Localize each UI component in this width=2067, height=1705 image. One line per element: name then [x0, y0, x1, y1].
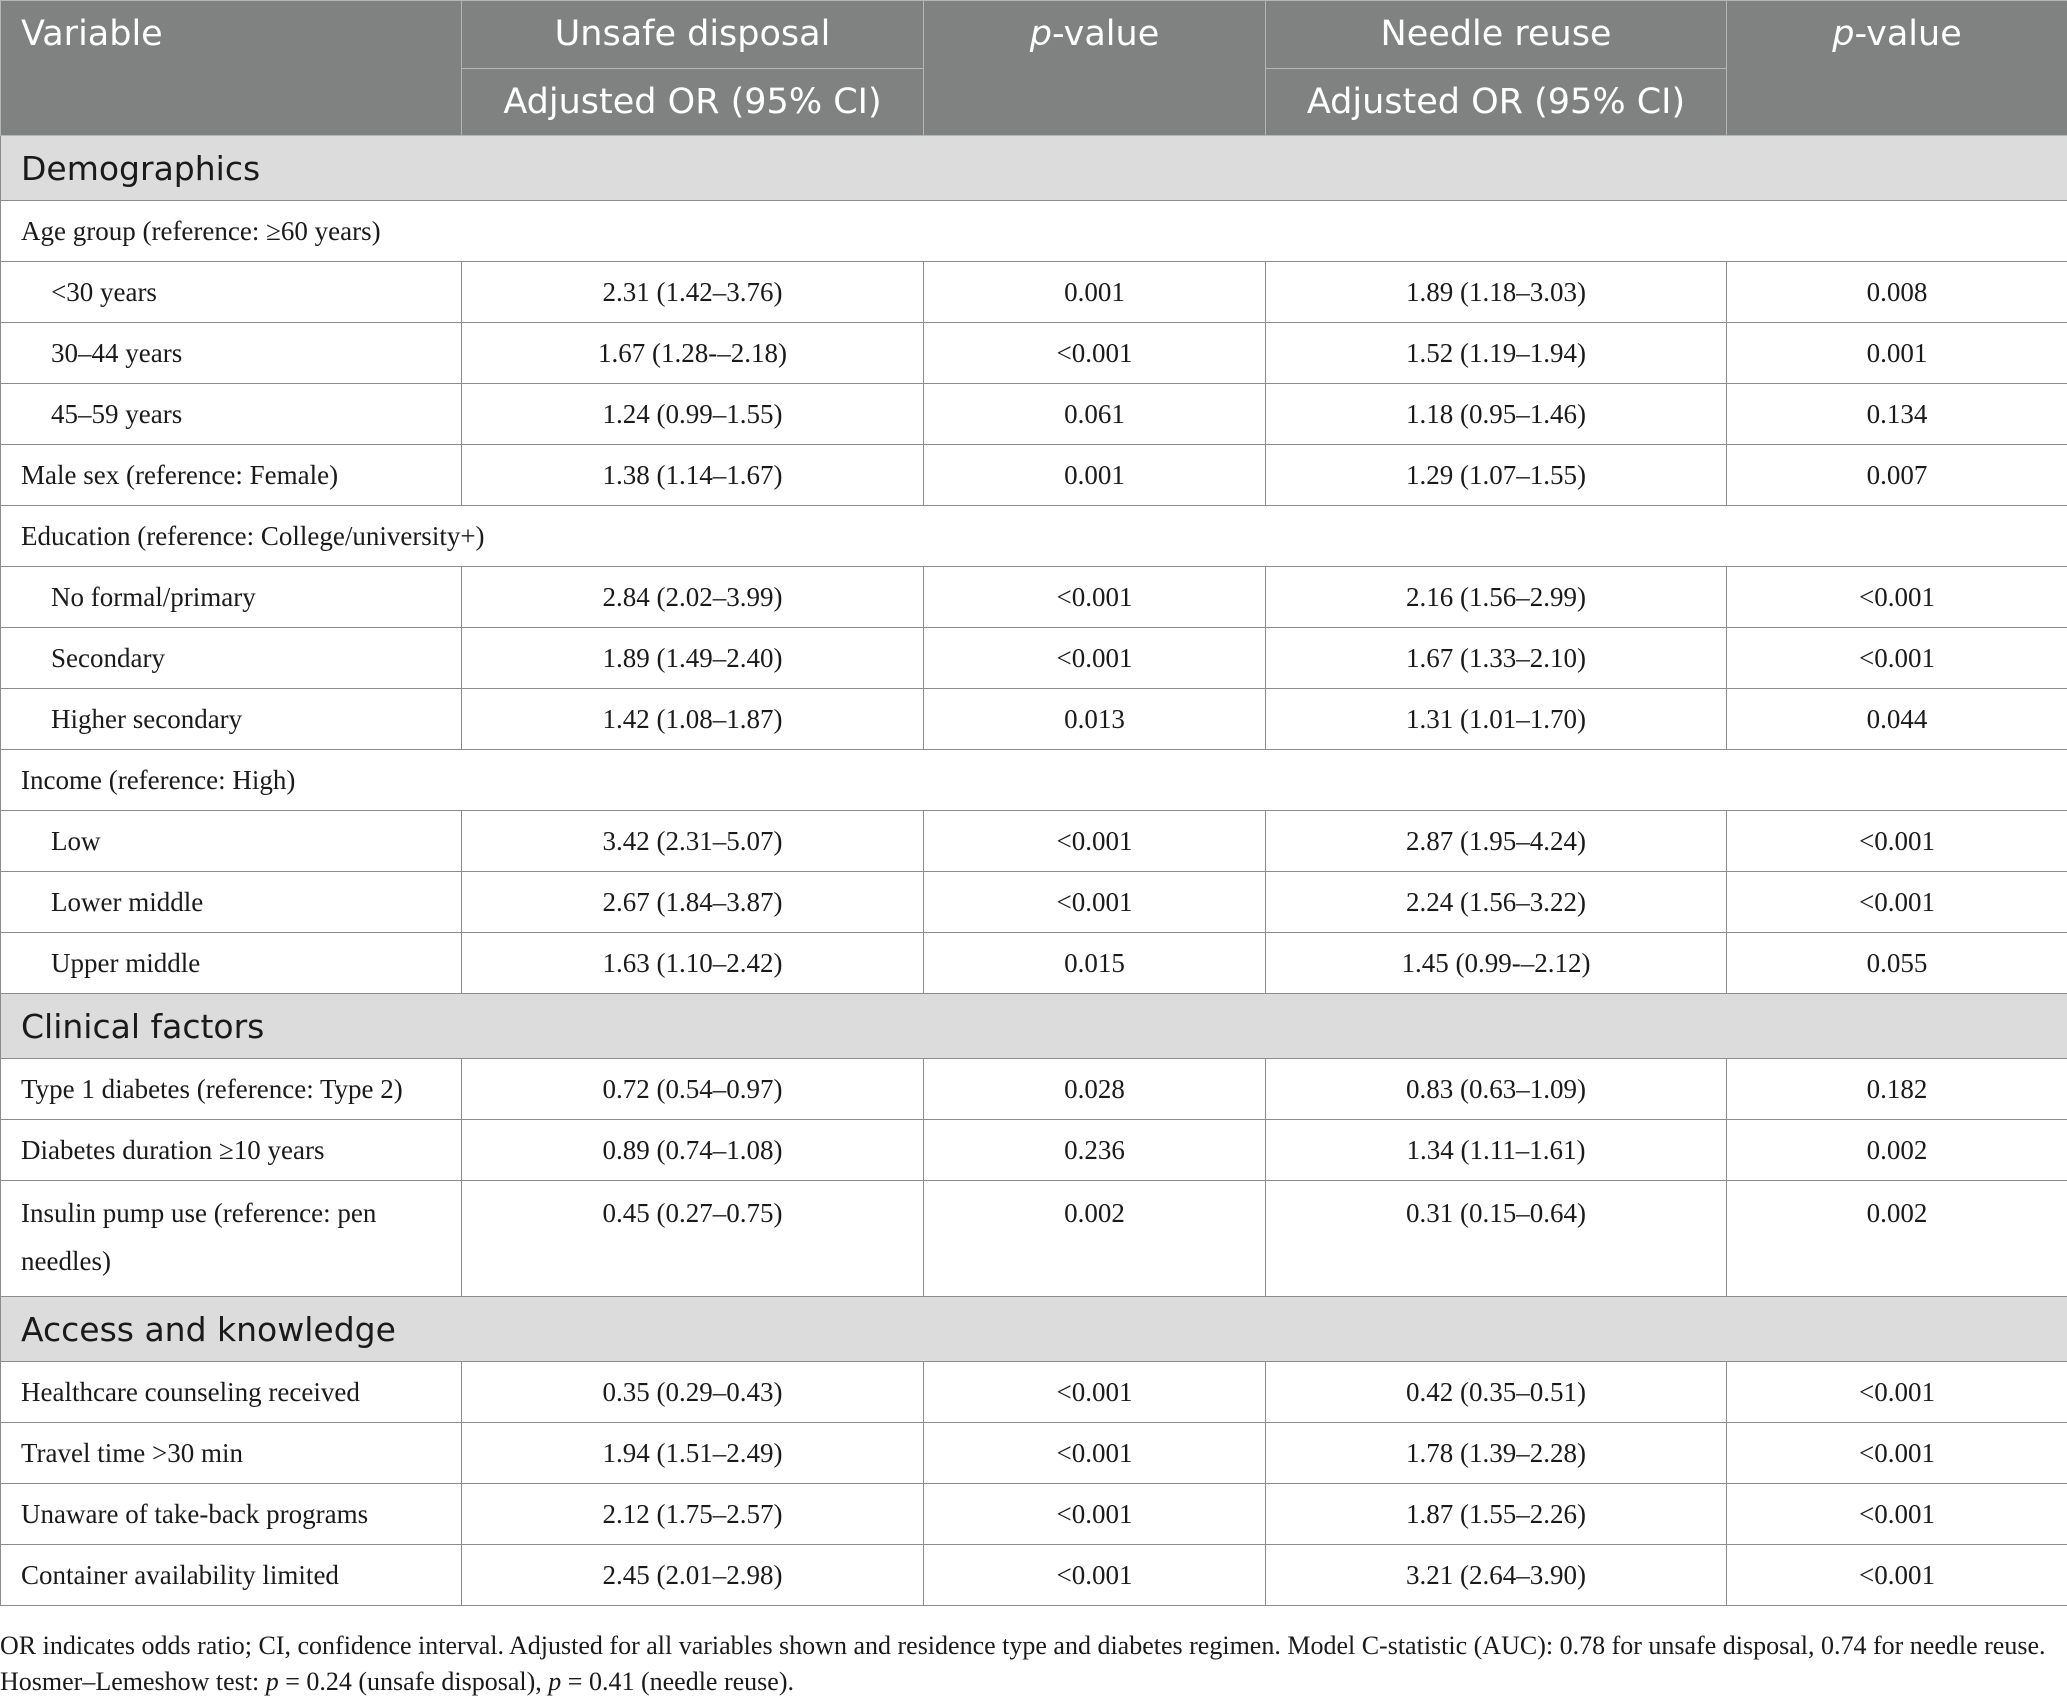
unsafe-or-cell: 1.94 (1.51–2.49)	[462, 1423, 924, 1484]
needle-p-cell: <0.001	[1727, 1484, 2067, 1545]
unsafe-p-cell: <0.001	[924, 1484, 1266, 1545]
header-needle-reuse: Needle reuse	[1266, 1, 1727, 69]
row-label: Low	[1, 811, 462, 872]
needle-or-cell: 1.34 (1.11–1.61)	[1266, 1120, 1727, 1181]
row-label: Healthcare counseling received	[1, 1362, 462, 1423]
row-label: Secondary	[1, 628, 462, 689]
unsafe-or-cell: 3.42 (2.31–5.07)	[462, 811, 924, 872]
unsafe-p-cell: <0.001	[924, 1423, 1266, 1484]
needle-p-cell: 0.182	[1727, 1059, 2067, 1120]
unsafe-p-cell: <0.001	[924, 811, 1266, 872]
group-row	[1, 201, 2067, 262]
needle-p-cell: 0.002	[1727, 1120, 2067, 1181]
row-label: Upper middle	[1, 933, 462, 994]
needle-p-cell: 0.134	[1727, 384, 2067, 445]
table-row	[1, 1362, 2067, 1423]
unsafe-p-cell: 0.001	[924, 262, 1266, 323]
unsafe-or-cell: 1.38 (1.14–1.67)	[462, 445, 924, 506]
row-label: Diabetes duration ≥10 years	[1, 1120, 462, 1181]
table-row	[1, 445, 2067, 506]
unsafe-p-cell: <0.001	[924, 1362, 1266, 1423]
unsafe-p-cell: 0.002	[924, 1181, 1266, 1297]
row-label: Container availability limited	[1, 1545, 462, 1606]
needle-or-cell: 0.42 (0.35–0.51)	[1266, 1362, 1727, 1423]
section-row	[1, 1297, 2067, 1362]
unsafe-or-cell: 0.35 (0.29–0.43)	[462, 1362, 924, 1423]
needle-p-cell: <0.001	[1727, 1362, 2067, 1423]
unsafe-p-cell: 0.013	[924, 689, 1266, 750]
table-row	[1, 1484, 2067, 1545]
unsafe-or-cell: 1.89 (1.49–2.40)	[462, 628, 924, 689]
header-variable: Variable	[1, 1, 462, 136]
group-row	[1, 750, 2067, 811]
row-label-line-2: needles)	[21, 1246, 111, 1276]
header-p-value-needle: p-value	[1727, 1, 2067, 136]
table-row	[1, 567, 2067, 628]
needle-p-cell: 0.007	[1727, 445, 2067, 506]
table-row	[1, 628, 2067, 689]
needle-or-cell: 1.67 (1.33–2.10)	[1266, 628, 1727, 689]
unsafe-or-cell: 2.84 (2.02–3.99)	[462, 567, 924, 628]
unsafe-or-cell: 1.24 (0.99–1.55)	[462, 384, 924, 445]
table-row	[1, 1059, 2067, 1120]
row-label: 30–44 years	[1, 323, 462, 384]
unsafe-p-cell: <0.001	[924, 872, 1266, 933]
unsafe-p-cell: 0.028	[924, 1059, 1266, 1120]
needle-or-cell: 1.52 (1.19–1.94)	[1266, 323, 1727, 384]
needle-or-cell: 1.78 (1.39–2.28)	[1266, 1423, 1727, 1484]
row-label	[1, 1181, 462, 1297]
row-label: Male sex (reference: Female)	[1, 445, 462, 506]
unsafe-or-cell: 2.12 (1.75–2.57)	[462, 1484, 924, 1545]
header-row	[1, 1, 2067, 69]
needle-or-cell: 0.83 (0.63–1.09)	[1266, 1059, 1727, 1120]
group-age: Age group (reference: ≥60 years)	[1, 201, 2067, 262]
needle-or-cell: 0.31 (0.15–0.64)	[1266, 1181, 1727, 1297]
table-row	[1, 933, 2067, 994]
unsafe-p-cell: <0.001	[924, 567, 1266, 628]
unsafe-or-cell: 0.89 (0.74–1.08)	[462, 1120, 924, 1181]
needle-p-cell: <0.001	[1727, 1423, 2067, 1484]
unsafe-p-cell: <0.001	[924, 323, 1266, 384]
row-label-line-1: Insulin pump use (reference: pen	[21, 1198, 377, 1228]
unsafe-p-cell: <0.001	[924, 628, 1266, 689]
section-clinical-factors: Clinical factors	[1, 994, 2067, 1059]
section-demographics: Demographics	[1, 136, 2067, 201]
table-row	[1, 1423, 2067, 1484]
group-education: Education (reference: College/university+)	[1, 506, 2067, 567]
needle-p-cell: <0.001	[1727, 872, 2067, 933]
unsafe-or-cell: 2.67 (1.84–3.87)	[462, 872, 924, 933]
header-unsafe-disposal: Unsafe disposal	[462, 1, 924, 69]
table-row	[1, 1545, 2067, 1606]
table-row	[1, 384, 2067, 445]
unsafe-or-cell: 0.45 (0.27–0.75)	[462, 1181, 924, 1297]
section-access-knowledge: Access and knowledge	[1, 1297, 2067, 1362]
needle-p-cell: 0.044	[1727, 689, 2067, 750]
unsafe-p-cell: 0.236	[924, 1120, 1266, 1181]
unsafe-or-cell: 1.67 (1.28-–2.18)	[462, 323, 924, 384]
needle-or-cell: 1.45 (0.99-–2.12)	[1266, 933, 1727, 994]
needle-or-cell: 2.16 (1.56–2.99)	[1266, 567, 1727, 628]
row-label: Unaware of take-back programs	[1, 1484, 462, 1545]
needle-p-cell: <0.001	[1727, 811, 2067, 872]
unsafe-or-cell: 0.72 (0.54–0.97)	[462, 1059, 924, 1120]
unsafe-or-cell: 1.63 (1.10–2.42)	[462, 933, 924, 994]
group-income: Income (reference: High)	[1, 750, 2067, 811]
subheader-adjusted-or-unsafe: Adjusted OR (95% CI)	[462, 69, 924, 136]
unsafe-or-cell: 2.31 (1.42–3.76)	[462, 262, 924, 323]
needle-or-cell: 2.87 (1.95–4.24)	[1266, 811, 1727, 872]
needle-p-cell: 0.055	[1727, 933, 2067, 994]
needle-or-cell: 3.21 (2.64–3.90)	[1266, 1545, 1727, 1606]
needle-p-cell: <0.001	[1727, 628, 2067, 689]
unsafe-or-cell: 2.45 (2.01–2.98)	[462, 1545, 924, 1606]
row-label: Travel time >30 min	[1, 1423, 462, 1484]
table-row	[1, 262, 2067, 323]
section-row	[1, 136, 2067, 201]
needle-or-cell: 1.89 (1.18–3.03)	[1266, 262, 1727, 323]
table-footnote: OR indicates odds ratio; CI, confidence interval. Adjusted for all variables shown and residence type and diabetes regimen. Model C-statistic (AUC): 0.78 for unsafe disposal, 0.74 for needle reuse. Hosmer–Lemeshow test: p = 0.24 (unsafe disposal), p = 0.41 (needle reuse).	[0, 1631, 2046, 1696]
unsafe-p-cell: <0.001	[924, 1545, 1266, 1606]
table-row	[1, 1181, 2067, 1297]
unsafe-p-cell: 0.015	[924, 933, 1266, 994]
needle-p-cell: 0.008	[1727, 262, 2067, 323]
needle-p-cell: 0.002	[1727, 1181, 2067, 1297]
subheader-adjusted-or-needle: Adjusted OR (95% CI)	[1266, 69, 1727, 136]
unsafe-p-cell: 0.061	[924, 384, 1266, 445]
needle-or-cell: 1.29 (1.07–1.55)	[1266, 445, 1727, 506]
row-label: Higher secondary	[1, 689, 462, 750]
table-row	[1, 689, 2067, 750]
row-label: Type 1 diabetes (reference: Type 2)	[1, 1059, 462, 1120]
row-label: Lower middle	[1, 872, 462, 933]
row-label: No formal/primary	[1, 567, 462, 628]
needle-or-cell: 1.31 (1.01–1.70)	[1266, 689, 1727, 750]
needle-or-cell: 2.24 (1.56–3.22)	[1266, 872, 1727, 933]
unsafe-p-cell: 0.001	[924, 445, 1266, 506]
row-label: 45–59 years	[1, 384, 462, 445]
row-label: <30 years	[1, 262, 462, 323]
table-row	[1, 811, 2067, 872]
needle-or-cell: 1.18 (0.95–1.46)	[1266, 384, 1727, 445]
needle-or-cell: 1.87 (1.55–2.26)	[1266, 1484, 1727, 1545]
needle-p-cell: <0.001	[1727, 1545, 2067, 1606]
unsafe-or-cell: 1.42 (1.08–1.87)	[462, 689, 924, 750]
table-row	[1, 872, 2067, 933]
needle-p-cell: 0.001	[1727, 323, 2067, 384]
table-row	[1, 323, 2067, 384]
section-row	[1, 994, 2067, 1059]
header-p-value-unsafe: p-value	[924, 1, 1266, 136]
group-row	[1, 506, 2067, 567]
needle-p-cell: <0.001	[1727, 567, 2067, 628]
table-row	[1, 1120, 2067, 1181]
